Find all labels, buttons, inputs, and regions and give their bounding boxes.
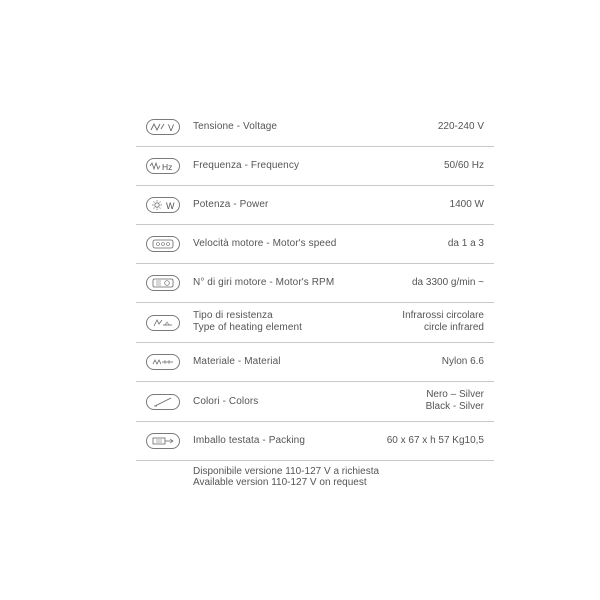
availability-note-line-2: Available version 110-127 V on request bbox=[193, 477, 367, 488]
spec-label: Imballo testata - Packing bbox=[193, 435, 305, 446]
spec-row-power bbox=[136, 186, 494, 225]
spec-row-frequency bbox=[136, 147, 494, 186]
spec-value: da 1 a 3 bbox=[447, 238, 484, 249]
spec-value: 220-240 V bbox=[437, 121, 484, 132]
spec-row-packing bbox=[136, 422, 494, 461]
spec-value bbox=[402, 310, 484, 334]
availability-note-line-1: Disponibile versione 110-127 V a richiesta bbox=[193, 466, 380, 477]
spec-label: Tensione - Voltage bbox=[193, 121, 278, 132]
spec-label: N° di giri motore - Motor's RPM bbox=[193, 277, 335, 288]
svg-text:Hz: Hz bbox=[162, 162, 173, 172]
motor-speed-icon bbox=[146, 236, 180, 252]
spec-row-material bbox=[136, 343, 494, 382]
voltage-icon bbox=[146, 119, 180, 135]
spec-table bbox=[136, 108, 494, 461]
svg-text:V: V bbox=[168, 123, 175, 133]
frequency-icon bbox=[146, 158, 180, 174]
spec-value-line-1: Infrarossi circolare bbox=[402, 310, 484, 321]
spec-row-motor-rpm bbox=[136, 264, 494, 303]
spec-label: Velocità motore - Motor's speed bbox=[193, 238, 337, 249]
material-icon bbox=[146, 354, 180, 370]
spec-label: Potenza - Power bbox=[193, 199, 269, 210]
spec-value: 1400 W bbox=[449, 199, 484, 210]
spec-label bbox=[193, 310, 302, 334]
spec-value bbox=[426, 389, 484, 413]
spec-row-colors bbox=[136, 382, 494, 422]
svg-text:W: W bbox=[166, 201, 175, 211]
spec-label-line-1: Tipo di resistenza bbox=[193, 310, 273, 321]
spec-label: Colori - Colors bbox=[193, 395, 259, 407]
spec-value: 60 x 67 x h 57 Kg10,5 bbox=[386, 435, 484, 446]
spec-label-line-2: Type of heating element bbox=[193, 322, 303, 333]
colors-icon bbox=[146, 394, 180, 410]
spec-row-heating-element bbox=[136, 303, 494, 343]
power-icon bbox=[146, 197, 180, 213]
spec-row-voltage bbox=[136, 108, 494, 147]
motor-rpm-icon bbox=[146, 275, 180, 291]
heating-element-icon bbox=[146, 315, 180, 331]
spec-row-motor-speed bbox=[136, 225, 494, 264]
spec-value: Nylon 6.6 bbox=[441, 356, 484, 367]
spec-value-line-1: Nero – Silver bbox=[426, 389, 484, 400]
spec-value-line-2: Black - Silver bbox=[425, 401, 484, 412]
spec-label: Materiale - Material bbox=[193, 356, 281, 367]
availability-note bbox=[193, 466, 379, 488]
spec-value-line-2: circle infrared bbox=[423, 322, 484, 333]
spec-value: 50/60 Hz bbox=[443, 160, 484, 171]
spec-label: Frequenza - Frequency bbox=[193, 160, 300, 171]
packing-icon bbox=[146, 433, 180, 449]
spec-value: da 3300 g/min ~ bbox=[412, 277, 484, 288]
